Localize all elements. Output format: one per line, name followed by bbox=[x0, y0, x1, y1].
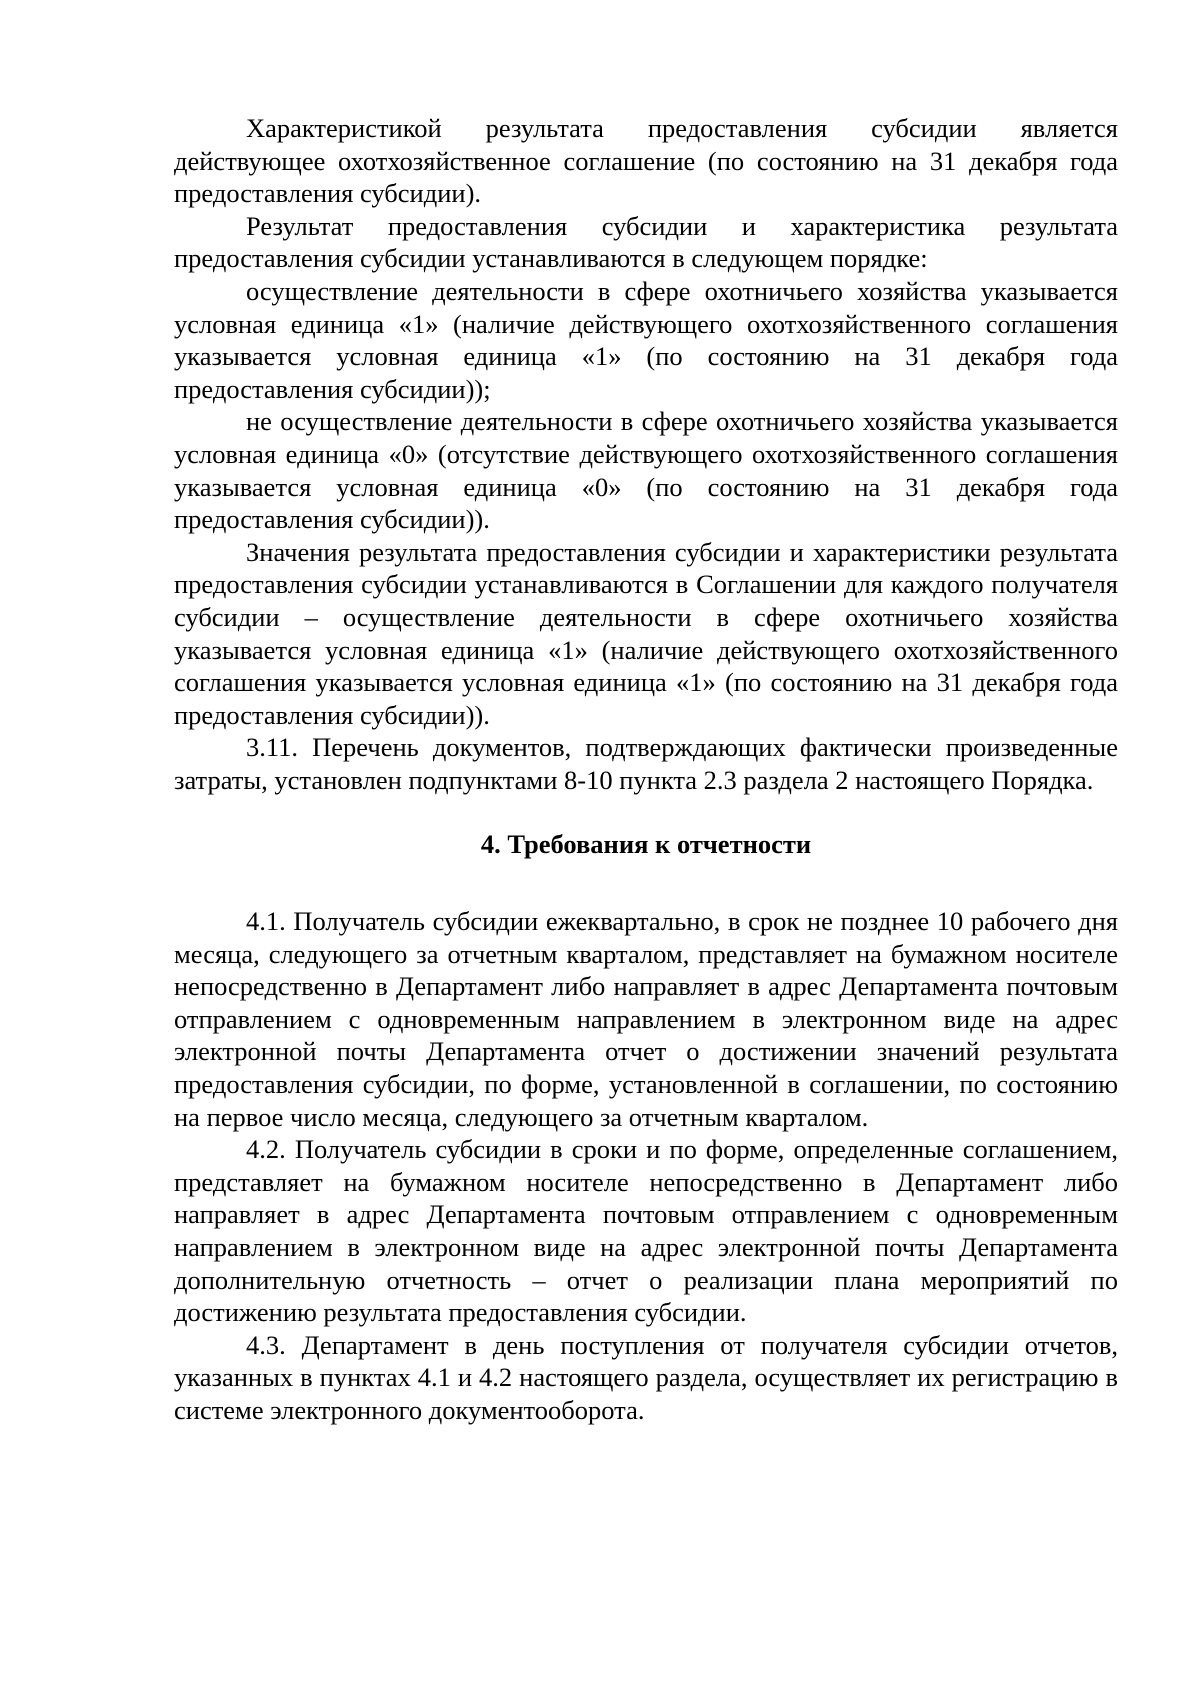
paragraph-activity-unit-1: осуществление деятельности в сфере охотничьего хозяйства указывается условная единица «1» (наличие действующего охотхозяйственного соглашения указывается условная единица «1» (по состоянию на 31 декабря года предоставления субсидии)); bbox=[174, 275, 1118, 404]
paragraph-4-3: 4.3. Департамент в день поступления от получателя субсидии отчетов, указанных в пунктах 4.1 и 4.2 настоящего раздела, осуществляет их регистрацию в системе электронного документооборота. bbox=[174, 1329, 1118, 1425]
paragraph-4-2: 4.2. Получатель субсидии в сроки и по форме, определенные соглашением, представляет на бумажном носителе непосредственно в Департамент либо направляет в адрес Департамента почтовым отправлением с одновременным направлением в электронном виде на адрес электронной почты Департамента дополнительную отчетность – отчет о реализации плана мероприятий по достижению результата предоставления субсидии. bbox=[174, 1134, 1118, 1328]
paragraph-result-values: Значения результата предоставления субсидии и характеристики результата предоставления субсидии устанавливаются в Соглашении для каждого получателя субсидии – осуществление деятельности в сфере охотничьего хозяйства указывается условная единица «1» (наличие действующего охотхозяйственного соглашения указывается условная единица «1» (по состоянию на 31 декабря года предоставления субсидии)). bbox=[174, 536, 1118, 730]
paragraph-4-1: 4.1. Получатель субсидии ежеквартально, в срок не позднее 10 рабочего дня месяца, следующего за отчетным кварталом, представляет на бумажном носителе непосредственно в Департамент либо направляет в адрес Департамента почтовым отправлением с одновременным направлением в электронном виде на адрес электронной почты Департамента отчет о достижении значений результата предоставления субсидии, по форме, установленной в соглашении, по состоянию на первое число месяца, следующего за отчетным кварталом. bbox=[174, 906, 1118, 1132]
paragraph-result-characteristic: Характеристикой результата предоставления субсидии является действующее охотхозяйственное соглашение (по состоянию на 31 декабря года предоставления субсидии). bbox=[174, 113, 1118, 209]
paragraph-3-11: 3.11. Перечень документов, подтверждающих фактически произведенные затраты, установлен подпунктами 8-10 пункта 2.3 раздела 2 настоящего Порядка. bbox=[174, 732, 1118, 795]
section-heading-reporting: 4. Требования к отчетности bbox=[480, 829, 812, 860]
paragraph-result-order: Результат предоставления субсидии и характеристика результата предоставления субсидии устанавливаются в следующем порядке: bbox=[174, 210, 1118, 274]
paragraph-activity-unit-0: не осуществление деятельности в сфере охотничьего хозяйства указывается условная единица «0» (отсутствие действующего охотхозяйственного соглашения указывается условная единица «0» (по состоянию на 31 декабря года предоставления субсидии)). bbox=[174, 406, 1118, 535]
document-body bbox=[174, 112, 1118, 1427]
